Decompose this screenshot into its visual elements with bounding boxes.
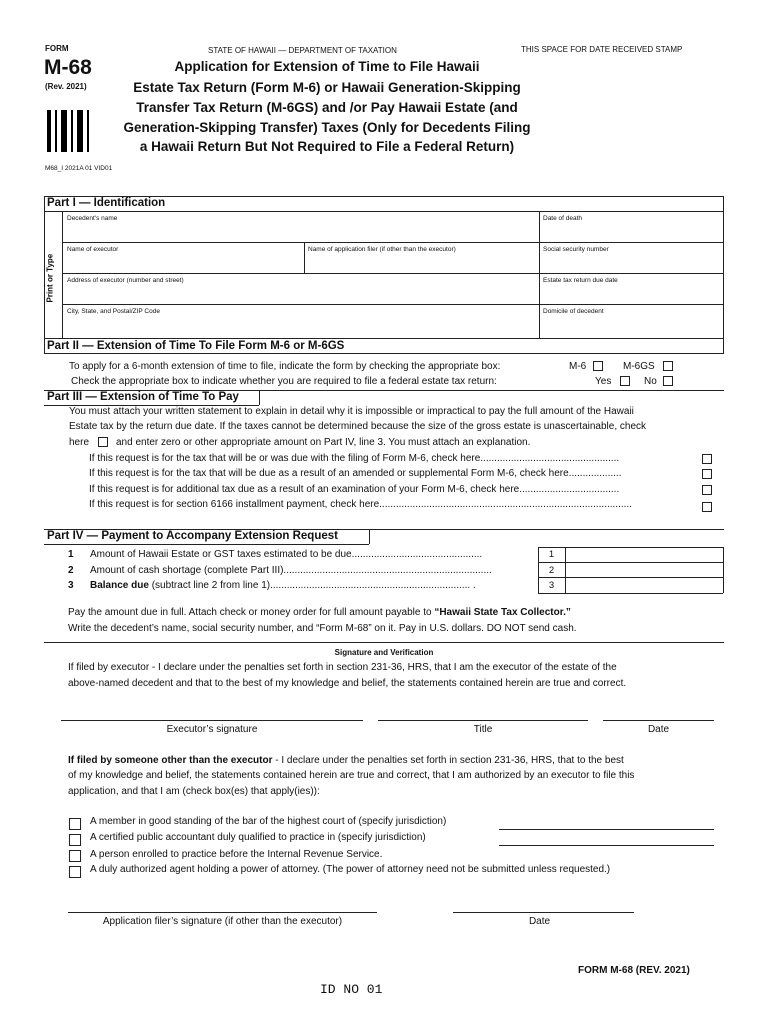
yes-checkbox[interactable] — [620, 376, 630, 386]
line2-amount-field[interactable] — [567, 563, 721, 576]
part4-line1-text: Amount of Hawaii Estate or GST taxes estimated to be due............................................... — [90, 549, 483, 560]
other-declaration-3: application, and that I am (check box(es) that apply(ies)): — [68, 786, 320, 797]
part3-item-1-checkbox[interactable] — [702, 454, 712, 464]
title-label: Title — [473, 724, 493, 735]
filer-date-line[interactable] — [453, 912, 634, 913]
revision: (Rev. 2021) — [45, 82, 87, 91]
other-declaration-1: If filed by someone other than the executor - I declare under the penalties set forth in section 231-36, HRS, that to the best — [68, 755, 624, 766]
part3-item-4-checkbox[interactable] — [702, 502, 712, 512]
irs-enrolled-label: A person enrolled to practice before the Internal Revenue Service. — [90, 849, 383, 860]
ssn-field[interactable] — [543, 255, 719, 271]
print-or-type-label: Print or Type — [45, 253, 55, 303]
executor-signature-line[interactable] — [61, 720, 363, 721]
date-of-death-label: Date of death — [543, 215, 583, 222]
part3-para3-b: and enter zero or other appropriate amount on Part IV, line 3. You must attach an explanation. — [116, 437, 531, 448]
part4-line2-text: Amount of cash shortage (complete Part III)........................................................................... — [90, 565, 492, 576]
part4-heading: Part IV — Payment to Accompany Extension Request — [47, 530, 338, 542]
part1-heading: Part I — Identification — [47, 197, 166, 209]
domicile-field[interactable] — [543, 318, 719, 336]
other-declaration-2: of my knowledge and belief, the statements contained herein are true and correct, that I am authorized by an executor to file this — [68, 770, 635, 781]
executor-name-label: Name of executor — [67, 246, 119, 253]
id-number: ID NO 01 — [320, 982, 383, 997]
line2-box-label: 2 — [548, 565, 555, 576]
filer-date-label: Date — [528, 916, 551, 927]
title-line-2: Estate Tax Return (Form M-6) or Hawaii Generation-Skipping — [133, 80, 521, 95]
qr-code-icon — [47, 110, 89, 152]
filer-name-label: Name of application filer (if other than the executor) — [308, 246, 456, 253]
filer-name-field[interactable] — [308, 255, 536, 271]
part3-item-2-checkbox[interactable] — [702, 469, 712, 479]
pay-instructions-1: Pay the amount due in full. Attach check or money order for full amount payable to “Hawaii State Tax Collector.” — [68, 607, 571, 618]
part4-line2-num: 2 — [68, 565, 74, 576]
irs-enrolled-checkbox[interactable] — [69, 850, 81, 862]
line3-amount-field[interactable] — [567, 578, 721, 592]
exec-date-line[interactable] — [603, 720, 714, 721]
form-id: M68_I 2021A 01 VID01 — [45, 165, 113, 172]
part3-item-1: If this request is for the tax that will be or was due with the filing of Form M-6, check here.................................................. — [89, 453, 620, 464]
city-state-zip-label: City, State, and Postal/ZIP Code — [67, 308, 160, 315]
part3-item-3-checkbox[interactable] — [702, 485, 712, 495]
part4-line3-text — [90, 580, 530, 591]
bar-member-checkbox[interactable] — [69, 818, 81, 830]
m6gs-label: M-6GS — [623, 361, 655, 372]
filer-signature-label: Application filer’s signature (if other than the executor) — [102, 916, 343, 927]
part2-line1: To apply for a 6-month extension of time to file, indicate the form by checking the appropriate box: — [69, 361, 501, 372]
stamp-space-label: THIS SPACE FOR DATE RECEIVED STAMP — [521, 45, 683, 54]
footer-form-rev: FORM M-68 (REV. 2021) — [578, 965, 690, 976]
executor-address-label: Address of executor (number and street) — [67, 277, 184, 284]
form-number: M-68 — [44, 56, 92, 79]
line3-box-label: 3 — [548, 580, 555, 591]
title-line-5: a Hawaii Return But Not Required to File a Federal Return) — [139, 139, 515, 154]
form-label: FORM — [45, 44, 69, 53]
exec-declaration-1: If filed by executor - I declare under the penalties set forth in section 231-36, HRS, that I am the executor of the estate of the — [68, 662, 617, 673]
no-label: No — [644, 376, 657, 387]
poa-agent-checkbox[interactable] — [69, 866, 81, 878]
cpa-checkbox[interactable] — [69, 834, 81, 846]
ssn-label: Social security number — [543, 246, 609, 253]
bar-jurisdiction-line[interactable] — [499, 829, 714, 830]
part3-para1: You must attach your written statement to explain in detail why it is impossible or impractical to pay the full amount of the Hawaii — [69, 406, 634, 417]
title-line-3: Transfer Tax Return (M-6GS) and /or Pay Hawaii Estate (and — [136, 100, 518, 115]
due-date-field[interactable] — [543, 286, 719, 302]
executor-address-field[interactable] — [66, 286, 534, 302]
executor-signature-label: Executor’s signature — [166, 724, 258, 735]
part3-item-4: If this request is for section 6166 installment payment, check here........................................................................................... — [89, 499, 632, 510]
filer-signature-line[interactable] — [68, 912, 377, 913]
date-of-death-field[interactable] — [543, 224, 719, 240]
m6gs-checkbox[interactable] — [663, 361, 673, 371]
no-checkbox[interactable] — [663, 376, 673, 386]
part3-heading: Part III — Extension of Time To Pay — [47, 391, 239, 403]
part2-line2: Check the appropriate box to indicate whether you are required to file a federal estate tax return: — [71, 376, 497, 387]
m6-checkbox[interactable] — [593, 361, 603, 371]
line1-amount-field[interactable] — [567, 548, 721, 561]
unascertainable-checkbox[interactable] — [98, 437, 108, 447]
part4-line1-num: 1 — [68, 549, 74, 560]
cpa-jurisdiction-line[interactable] — [499, 845, 714, 846]
yes-label: Yes — [595, 376, 612, 387]
part4-line3-rest: (subtract line 2 from line 1)........................................................................ . — [151, 580, 476, 591]
part3-item-2: If this request is for the tax that will be due as a result of an amended or supplemental Form M-6, check here................... — [89, 468, 622, 479]
part3-para3-a: here — [69, 437, 90, 448]
title-line-4: Generation-Skipping Transfer) Taxes (Only for Decedents Filing — [123, 120, 531, 135]
cpa-label: A certified public accountant duly qualified to practice in (specify jurisdiction) — [90, 832, 426, 843]
poa-agent-label: A duly authorized agent holding a power of attorney. (The power of attorney need not be submitted unless requested.) — [90, 864, 611, 875]
signature-heading: Signature and Verification — [334, 648, 434, 657]
line1-box-label: 1 — [548, 549, 555, 560]
part4-line3-num: 3 — [68, 580, 74, 591]
title-line-1: Application for Extension of Time to File Hawaii — [174, 59, 480, 74]
domicile-label: Domicile of decedent — [543, 308, 604, 315]
pay-instructions-2: Write the decedent’s name, social security number, and “Form M-68” on it. Pay in U.S. dollars. DO NOT send cash. — [68, 623, 577, 634]
bar-member-label: A member in good standing of the bar of the highest court of (specify jurisdiction) — [90, 816, 447, 827]
due-date-label: Estate tax return due date — [543, 277, 618, 284]
executor-name-field[interactable] — [66, 255, 300, 271]
m6-label: M-6 — [569, 361, 587, 372]
agency: STATE OF HAWAII — DEPARTMENT OF TAXATION — [208, 46, 397, 55]
part2-heading: Part II — Extension of Time To File Form M-6 or M-6GS — [47, 340, 345, 352]
title-line[interactable] — [378, 720, 588, 721]
decedent-name-label: Decedent's name — [67, 215, 118, 222]
city-state-zip-field[interactable] — [66, 318, 534, 336]
exec-date-label: Date — [647, 724, 670, 735]
part3-item-3: If this request is for additional tax due as a result of an examination of your Form M-6, check here.................................... — [89, 484, 620, 495]
exec-declaration-2: above-named decedent and that to the best of my knowledge and belief, the statements contained herein are true and correct. — [68, 678, 627, 689]
part3-para2: Estate tax by the return due date. If the taxes cannot be determined because the size of the gross estate is unascertainable, check — [69, 421, 647, 432]
balance-due-label: Balance due — [90, 580, 149, 591]
decedent-name-field[interactable] — [66, 224, 534, 240]
